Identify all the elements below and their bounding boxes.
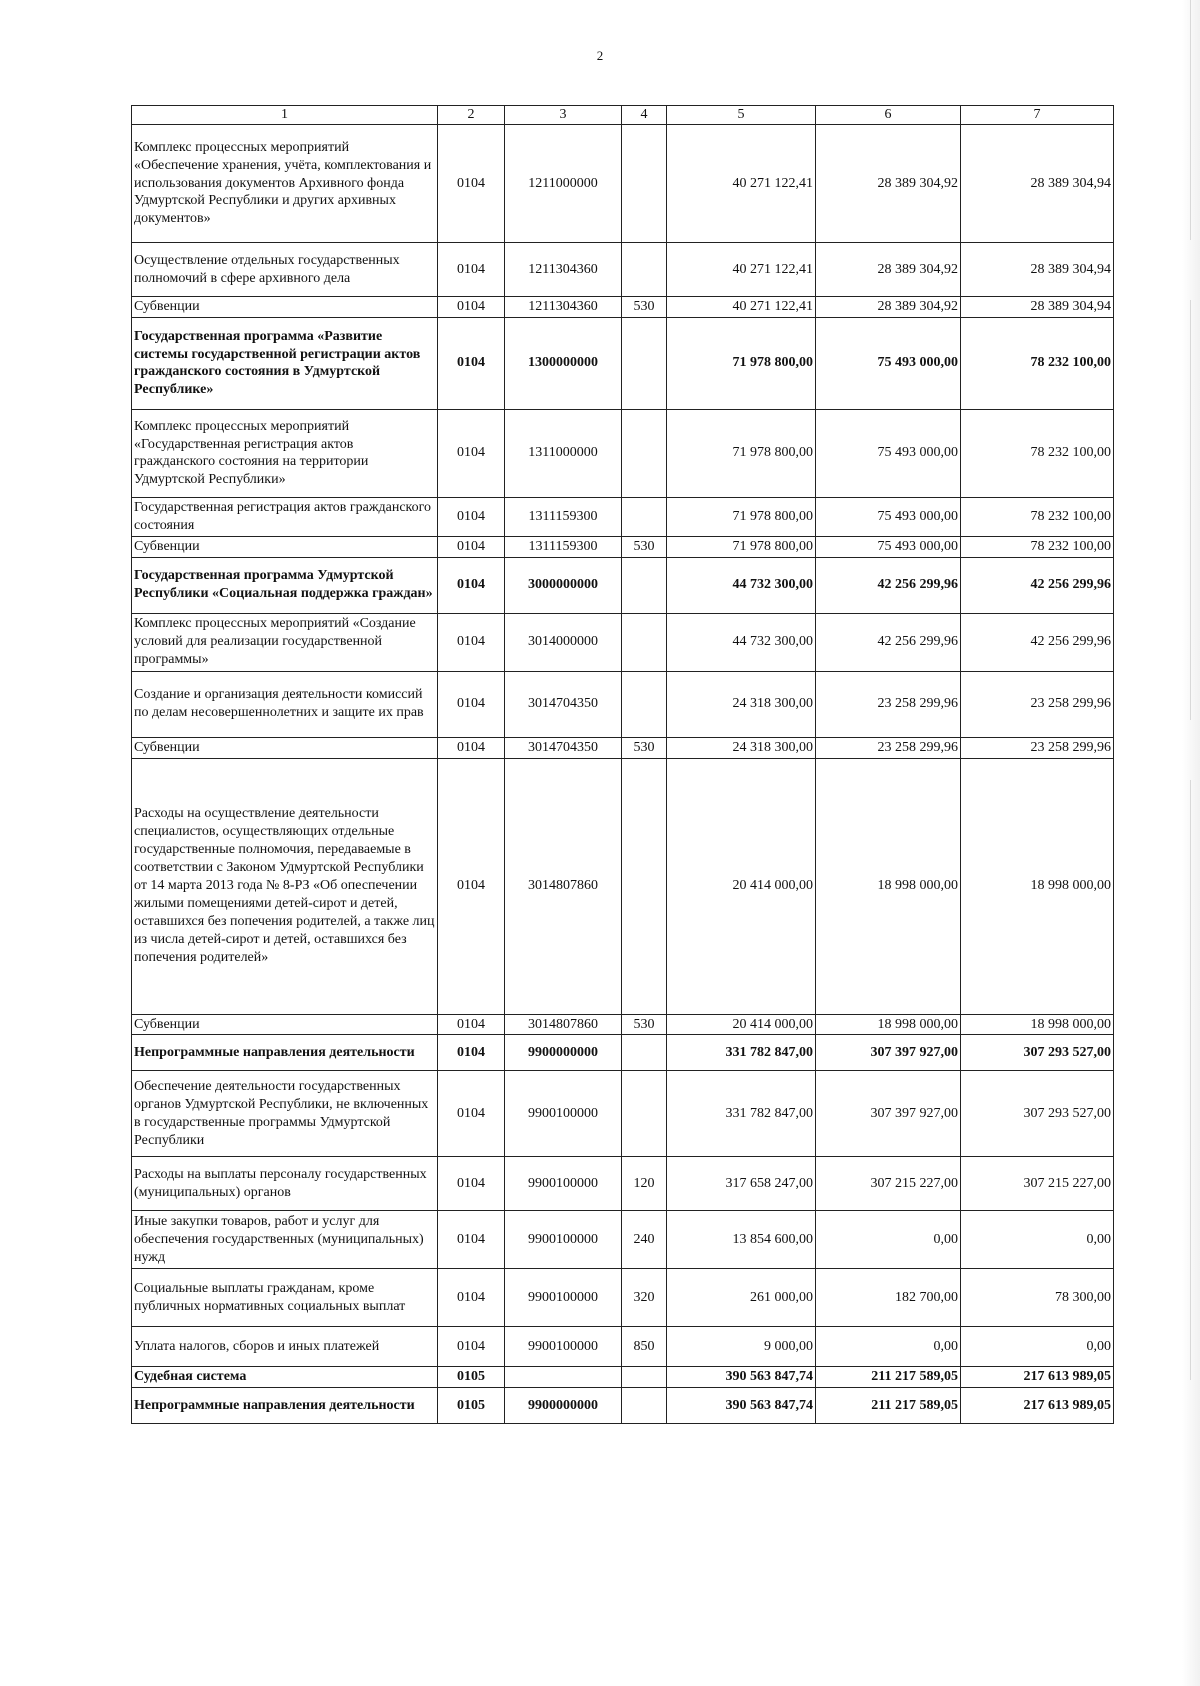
row-name-cell: Комплекс процессных мероприятий «Обеспечение хранения, учёта, комплектования и использования документов Архивного фонда Удмуртской Республики и других архивных документов» bbox=[132, 125, 438, 243]
target-article-cell bbox=[505, 1367, 622, 1388]
amount-year2-cell: 18 998 000,00 bbox=[816, 1014, 961, 1035]
amount-year1-cell: 9 000,00 bbox=[667, 1327, 816, 1367]
amount-year2-cell: 75 493 000,00 bbox=[816, 497, 961, 536]
table-row bbox=[132, 1071, 1114, 1157]
target-article-cell: 3014704350 bbox=[505, 671, 622, 737]
section-code-cell: 0104 bbox=[438, 243, 505, 297]
section-code-cell: 0104 bbox=[438, 557, 505, 613]
amount-year2-cell: 75 493 000,00 bbox=[816, 409, 961, 497]
amount-year2-cell: 0,00 bbox=[816, 1327, 961, 1367]
amount-year3-cell: 217 613 989,05 bbox=[961, 1367, 1114, 1388]
target-article-cell: 3000000000 bbox=[505, 557, 622, 613]
target-article-cell: 1311159300 bbox=[505, 536, 622, 557]
expense-type-cell: 320 bbox=[622, 1269, 667, 1327]
amount-year1-cell: 20 414 000,00 bbox=[667, 758, 816, 1014]
table-row bbox=[132, 1211, 1114, 1269]
expense-type-cell bbox=[622, 1388, 667, 1424]
row-name-cell: Субвенции bbox=[132, 536, 438, 557]
table-row bbox=[132, 317, 1114, 409]
section-code-cell: 0104 bbox=[438, 1211, 505, 1269]
amount-year1-cell: 20 414 000,00 bbox=[667, 1014, 816, 1035]
row-name-cell: Государственная регистрация актов гражданского состояния bbox=[132, 497, 438, 536]
amount-year1-cell: 390 563 847,74 bbox=[667, 1388, 816, 1424]
table-row bbox=[132, 125, 1114, 243]
table-body bbox=[132, 125, 1114, 1424]
column-header: 4 bbox=[622, 106, 667, 125]
column-header: 7 bbox=[961, 106, 1114, 125]
amount-year2-cell: 28 389 304,92 bbox=[816, 243, 961, 297]
column-header: 6 bbox=[816, 106, 961, 125]
expense-type-cell bbox=[622, 243, 667, 297]
scan-edge-shadow bbox=[1182, 0, 1200, 1686]
amount-year2-cell: 18 998 000,00 bbox=[816, 758, 961, 1014]
amount-year3-cell: 42 256 299,96 bbox=[961, 613, 1114, 671]
amount-year1-cell: 44 732 300,00 bbox=[667, 557, 816, 613]
row-name-cell: Иные закупки товаров, работ и услуг для обеспечения государственных (муниципальных) нужд bbox=[132, 1211, 438, 1269]
amount-year1-cell: 40 271 122,41 bbox=[667, 125, 816, 243]
amount-year1-cell: 71 978 800,00 bbox=[667, 497, 816, 536]
row-name-cell: Осуществление отдельных государственных полномочий в сфере архивного дела bbox=[132, 243, 438, 297]
amount-year3-cell: 23 258 299,96 bbox=[961, 737, 1114, 758]
table-row bbox=[132, 497, 1114, 536]
target-article-cell: 1211000000 bbox=[505, 125, 622, 243]
amount-year2-cell: 28 389 304,92 bbox=[816, 125, 961, 243]
section-code-cell: 0104 bbox=[438, 1071, 505, 1157]
expense-type-cell: 530 bbox=[622, 297, 667, 318]
target-article-cell: 9900100000 bbox=[505, 1269, 622, 1327]
row-name-cell: Комплекс процессных мероприятий «Государственная регистрация актов гражданского состояния на территории Удмуртской Республики» bbox=[132, 409, 438, 497]
amount-year3-cell: 42 256 299,96 bbox=[961, 557, 1114, 613]
target-article-cell: 3014000000 bbox=[505, 613, 622, 671]
column-header: 1 bbox=[132, 106, 438, 125]
table-row bbox=[132, 613, 1114, 671]
table-row bbox=[132, 758, 1114, 1014]
target-article-cell: 1211304360 bbox=[505, 297, 622, 318]
target-article-cell: 9900100000 bbox=[505, 1071, 622, 1157]
amount-year2-cell: 307 397 927,00 bbox=[816, 1035, 961, 1071]
expense-type-cell: 530 bbox=[622, 1014, 667, 1035]
amount-year1-cell: 40 271 122,41 bbox=[667, 297, 816, 318]
expense-type-cell: 530 bbox=[622, 536, 667, 557]
row-name-cell: Субвенции bbox=[132, 737, 438, 758]
expense-type-cell bbox=[622, 497, 667, 536]
table-row bbox=[132, 243, 1114, 297]
target-article-cell: 9900100000 bbox=[505, 1327, 622, 1367]
expense-type-cell bbox=[622, 613, 667, 671]
table-row bbox=[132, 737, 1114, 758]
row-name-cell: Государственная программа «Развитие системы государственной регистрации актов гражданского состояния в Удмуртской Республике» bbox=[132, 317, 438, 409]
target-article-cell: 3014807860 bbox=[505, 758, 622, 1014]
amount-year1-cell: 13 854 600,00 bbox=[667, 1211, 816, 1269]
row-name-cell: Субвенции bbox=[132, 1014, 438, 1035]
amount-year1-cell: 24 318 300,00 bbox=[667, 671, 816, 737]
amount-year2-cell: 0,00 bbox=[816, 1211, 961, 1269]
amount-year3-cell: 18 998 000,00 bbox=[961, 1014, 1114, 1035]
target-article-cell: 3014704350 bbox=[505, 737, 622, 758]
amount-year3-cell: 78 232 100,00 bbox=[961, 409, 1114, 497]
table-row bbox=[132, 671, 1114, 737]
amount-year1-cell: 317 658 247,00 bbox=[667, 1157, 816, 1211]
target-article-cell: 1300000000 bbox=[505, 317, 622, 409]
expense-type-cell bbox=[622, 1367, 667, 1388]
section-code-cell: 0104 bbox=[438, 536, 505, 557]
row-name-cell: Субвенции bbox=[132, 297, 438, 318]
row-name-cell: Судебная система bbox=[132, 1367, 438, 1388]
amount-year1-cell: 40 271 122,41 bbox=[667, 243, 816, 297]
target-article-cell: 9900100000 bbox=[505, 1211, 622, 1269]
amount-year2-cell: 23 258 299,96 bbox=[816, 671, 961, 737]
section-code-cell: 0104 bbox=[438, 613, 505, 671]
amount-year3-cell: 307 215 227,00 bbox=[961, 1157, 1114, 1211]
row-name-cell: Непрограммные направления деятельности bbox=[132, 1035, 438, 1071]
amount-year2-cell: 28 389 304,92 bbox=[816, 297, 961, 318]
section-code-cell: 0105 bbox=[438, 1367, 505, 1388]
amount-year3-cell: 78 232 100,00 bbox=[961, 317, 1114, 409]
expense-type-cell bbox=[622, 409, 667, 497]
amount-year2-cell: 42 256 299,96 bbox=[816, 613, 961, 671]
target-article-cell: 1211304360 bbox=[505, 243, 622, 297]
amount-year3-cell: 217 613 989,05 bbox=[961, 1388, 1114, 1424]
expense-type-cell bbox=[622, 671, 667, 737]
expense-type-cell bbox=[622, 1071, 667, 1157]
expense-type-cell: 530 bbox=[622, 737, 667, 758]
amount-year2-cell: 42 256 299,96 bbox=[816, 557, 961, 613]
amount-year1-cell: 24 318 300,00 bbox=[667, 737, 816, 758]
section-code-cell: 0104 bbox=[438, 1327, 505, 1367]
section-code-cell: 0104 bbox=[438, 1035, 505, 1071]
expense-type-cell bbox=[622, 317, 667, 409]
expense-type-cell bbox=[622, 557, 667, 613]
amount-year2-cell: 307 397 927,00 bbox=[816, 1071, 961, 1157]
row-name-cell: Уплата налогов, сборов и иных платежей bbox=[132, 1327, 438, 1367]
section-code-cell: 0104 bbox=[438, 1014, 505, 1035]
target-article-cell: 1311000000 bbox=[505, 409, 622, 497]
amount-year1-cell: 71 978 800,00 bbox=[667, 409, 816, 497]
expense-type-cell bbox=[622, 125, 667, 243]
section-code-cell: 0105 bbox=[438, 1388, 505, 1424]
row-name-cell: Расходы на осуществление деятельности специалистов, осуществляющих отдельные государственные полномочия, передаваемые в соответствии с Законом Удмуртской Республики от 14 марта 2013 года № 8-РЗ «Об опеспечении жилыми помещениями детей-сирот и детей, оставшихся без попечения родителей, а также лиц из числа детей-сирот и детей, оставшихся без попечения родителей» bbox=[132, 758, 438, 1014]
page-number: 2 bbox=[596, 48, 604, 63]
section-code-cell: 0104 bbox=[438, 671, 505, 737]
section-code-cell: 0104 bbox=[438, 409, 505, 497]
table-row bbox=[132, 1327, 1114, 1367]
amount-year3-cell: 28 389 304,94 bbox=[961, 243, 1114, 297]
column-header: 3 bbox=[505, 106, 622, 125]
amount-year1-cell: 71 978 800,00 bbox=[667, 536, 816, 557]
section-code-cell: 0104 bbox=[438, 1269, 505, 1327]
target-article-cell: 9900000000 bbox=[505, 1388, 622, 1424]
row-name-cell: Непрограммные направления деятельности bbox=[132, 1388, 438, 1424]
table-row bbox=[132, 557, 1114, 613]
row-name-cell: Создание и организация деятельности комиссий по делам несовершеннолетних и защите их прав bbox=[132, 671, 438, 737]
target-article-cell: 1311159300 bbox=[505, 497, 622, 536]
column-number-row bbox=[132, 106, 1114, 125]
section-code-cell: 0104 bbox=[438, 497, 505, 536]
table-row bbox=[132, 1035, 1114, 1071]
section-code-cell: 0104 bbox=[438, 758, 505, 1014]
table-row bbox=[132, 1269, 1114, 1327]
section-code-cell: 0104 bbox=[438, 317, 505, 409]
target-article-cell: 3014807860 bbox=[505, 1014, 622, 1035]
amount-year2-cell: 211 217 589,05 bbox=[816, 1367, 961, 1388]
amount-year2-cell: 211 217 589,05 bbox=[816, 1388, 961, 1424]
row-name-cell: Комплекс процессных мероприятий «Создание условий для реализации государственной программы» bbox=[132, 613, 438, 671]
amount-year3-cell: 78 300,00 bbox=[961, 1269, 1114, 1327]
amount-year3-cell: 0,00 bbox=[961, 1211, 1114, 1269]
amount-year3-cell: 28 389 304,94 bbox=[961, 125, 1114, 243]
section-code-cell: 0104 bbox=[438, 125, 505, 243]
amount-year3-cell: 0,00 bbox=[961, 1327, 1114, 1367]
expense-type-cell bbox=[622, 1035, 667, 1071]
target-article-cell: 9900100000 bbox=[505, 1157, 622, 1211]
amount-year1-cell: 331 782 847,00 bbox=[667, 1071, 816, 1157]
expense-type-cell: 120 bbox=[622, 1157, 667, 1211]
table-row bbox=[132, 297, 1114, 318]
column-header: 5 bbox=[667, 106, 816, 125]
table-row bbox=[132, 1157, 1114, 1211]
amount-year2-cell: 75 493 000,00 bbox=[816, 317, 961, 409]
amount-year2-cell: 23 258 299,96 bbox=[816, 737, 961, 758]
row-name-cell: Обеспечение деятельности государственных органов Удмуртской Республики, не включенных в государственные программы Удмуртской Республики bbox=[132, 1071, 438, 1157]
amount-year1-cell: 390 563 847,74 bbox=[667, 1367, 816, 1388]
row-name-cell: Расходы на выплаты персоналу государственных (муниципальных) органов bbox=[132, 1157, 438, 1211]
amount-year2-cell: 307 215 227,00 bbox=[816, 1157, 961, 1211]
expense-type-cell: 850 bbox=[622, 1327, 667, 1367]
table-row bbox=[132, 1388, 1114, 1424]
budget-table bbox=[131, 105, 1114, 1424]
table-row bbox=[132, 1367, 1114, 1388]
amount-year3-cell: 78 232 100,00 bbox=[961, 497, 1114, 536]
table-row bbox=[132, 1014, 1114, 1035]
amount-year1-cell: 331 782 847,00 bbox=[667, 1035, 816, 1071]
expense-type-cell: 240 bbox=[622, 1211, 667, 1269]
amount-year3-cell: 78 232 100,00 bbox=[961, 536, 1114, 557]
amount-year2-cell: 182 700,00 bbox=[816, 1269, 961, 1327]
amount-year3-cell: 23 258 299,96 bbox=[961, 671, 1114, 737]
amount-year1-cell: 261 000,00 bbox=[667, 1269, 816, 1327]
expense-type-cell bbox=[622, 758, 667, 1014]
amount-year3-cell: 18 998 000,00 bbox=[961, 758, 1114, 1014]
amount-year2-cell: 75 493 000,00 bbox=[816, 536, 961, 557]
target-article-cell: 9900000000 bbox=[505, 1035, 622, 1071]
table-row bbox=[132, 409, 1114, 497]
amount-year3-cell: 307 293 527,00 bbox=[961, 1035, 1114, 1071]
row-name-cell: Социальные выплаты гражданам, кроме публичных нормативных социальных выплат bbox=[132, 1269, 438, 1327]
row-name-cell: Государственная программа Удмуртской Республики «Социальная поддержка граждан» bbox=[132, 557, 438, 613]
section-code-cell: 0104 bbox=[438, 1157, 505, 1211]
section-code-cell: 0104 bbox=[438, 737, 505, 758]
amount-year3-cell: 28 389 304,94 bbox=[961, 297, 1114, 318]
table-row bbox=[132, 536, 1114, 557]
amount-year1-cell: 44 732 300,00 bbox=[667, 613, 816, 671]
section-code-cell: 0104 bbox=[438, 297, 505, 318]
column-header: 2 bbox=[438, 106, 505, 125]
amount-year1-cell: 71 978 800,00 bbox=[667, 317, 816, 409]
amount-year3-cell: 307 293 527,00 bbox=[961, 1071, 1114, 1157]
